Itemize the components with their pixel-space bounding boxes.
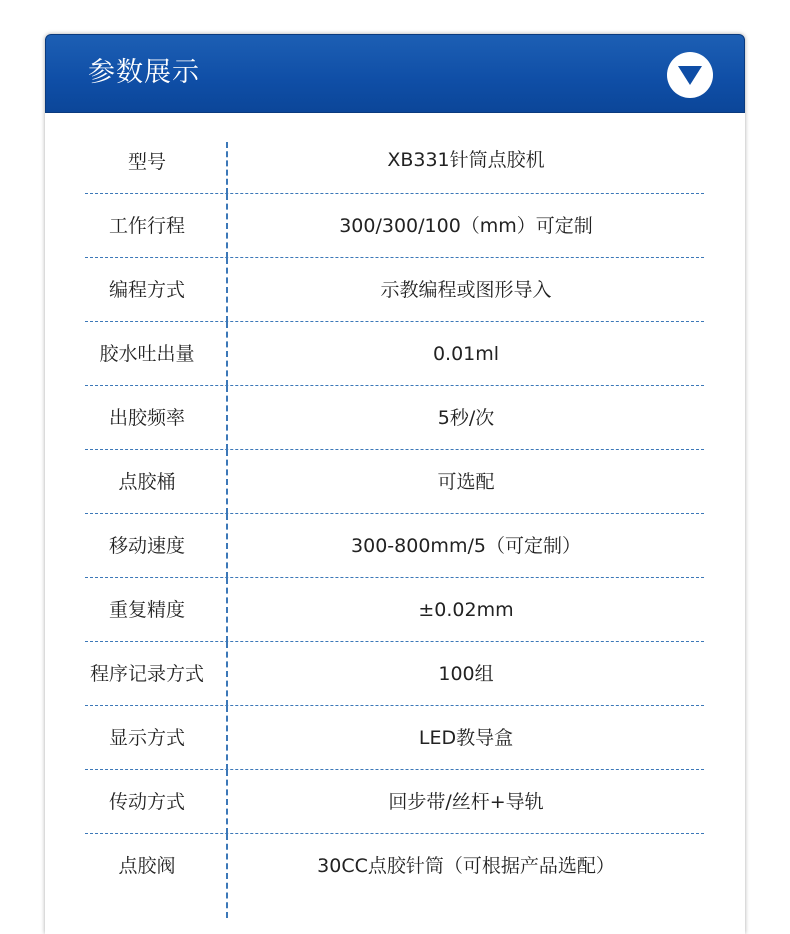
param-value: 可选配 xyxy=(437,471,495,493)
param-value: 5秒/次 xyxy=(437,407,495,429)
param-label: 移动速度 xyxy=(108,535,185,557)
param-value: 300-800mm/5（可定制） xyxy=(351,535,581,557)
collapse-toggle-button[interactable] xyxy=(667,52,713,98)
table-row xyxy=(45,706,745,770)
table-row xyxy=(45,113,745,194)
chevron-down-icon xyxy=(667,52,713,98)
table-row xyxy=(45,258,745,322)
param-label: 胶水吐出量 xyxy=(99,343,195,365)
param-label: 工作行程 xyxy=(108,215,185,237)
param-label: 编程方式 xyxy=(108,279,185,301)
param-label: 程序记录方式 xyxy=(89,663,204,685)
table-row xyxy=(45,834,745,898)
param-label: 显示方式 xyxy=(108,727,185,749)
param-value: 回步带/丝杆+导轨 xyxy=(388,791,544,813)
param-label: 重复精度 xyxy=(108,599,185,621)
param-value: 30CC点胶针筒（可根据产品选配） xyxy=(317,855,615,877)
param-label: 出胶频率 xyxy=(108,407,185,429)
param-value: LED教导盒 xyxy=(418,727,514,749)
param-value: 示教编程或图形导入 xyxy=(380,279,552,301)
param-label: 点胶桶 xyxy=(118,471,176,493)
table-row xyxy=(45,194,745,258)
panel-header[interactable] xyxy=(45,34,745,113)
param-value: 100组 xyxy=(438,663,494,685)
param-value: 300/300/100（mm）可定制 xyxy=(339,215,593,237)
table-row xyxy=(45,322,745,386)
param-label: 传动方式 xyxy=(108,791,185,813)
table-row xyxy=(45,770,745,834)
param-label: 型号 xyxy=(127,151,166,173)
param-label: 点胶阀 xyxy=(118,855,176,877)
param-value: XB331针筒点胶机 xyxy=(387,149,545,171)
table-row xyxy=(45,578,745,642)
param-value: ±0.02mm xyxy=(418,599,514,621)
panel-title: 参数展示 xyxy=(88,57,200,88)
params-table xyxy=(45,113,745,898)
table-row xyxy=(45,514,745,578)
table-row xyxy=(45,386,745,450)
param-value: 0.01ml xyxy=(432,343,500,365)
table-row xyxy=(45,450,745,514)
table-row xyxy=(45,642,745,706)
parameters-panel xyxy=(45,34,745,934)
